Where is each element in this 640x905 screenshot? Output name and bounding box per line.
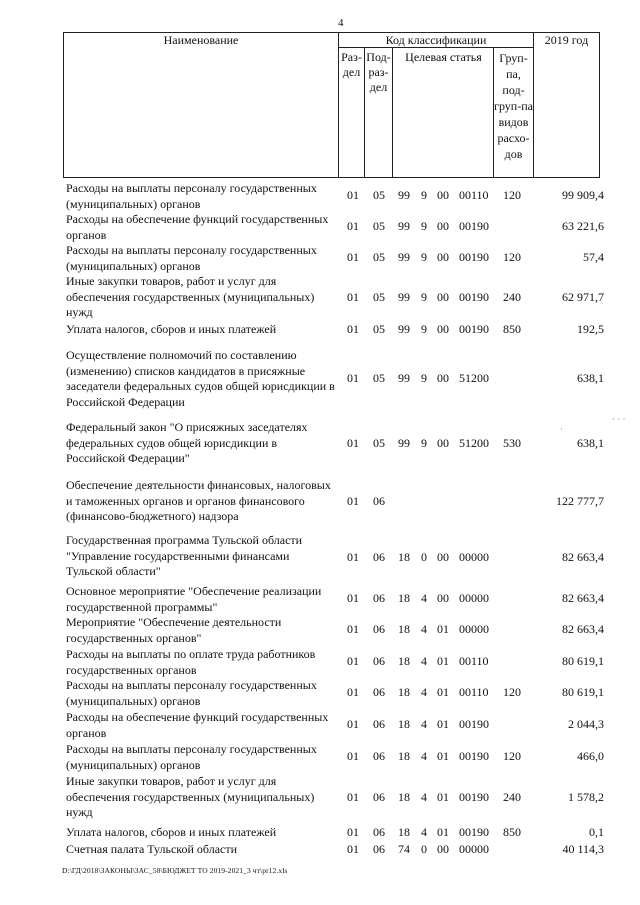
- row-pr: 06: [373, 550, 385, 564]
- row-pr: 06: [373, 825, 385, 839]
- row-c1: 18: [398, 654, 410, 668]
- col-border-podrazdel: [392, 47, 393, 178]
- row-vr: 850: [503, 322, 521, 336]
- row-rz: 01: [347, 188, 359, 202]
- row-rz: 01: [347, 436, 359, 450]
- row-amount: 466,0: [577, 749, 604, 763]
- row-name: Мероприятие "Обеспечение деятельности государственных органов": [66, 615, 282, 645]
- row-c4: 00190: [459, 322, 489, 336]
- row-pr: 06: [373, 749, 385, 763]
- row-vr: 120: [503, 685, 521, 699]
- row-name: Осуществление полномочий по составлению (изменению) списков кандидатов в присяжные заседатели федеральных судов общей юрисдикции в Российской Федерации: [66, 348, 335, 409]
- row-vr: 240: [503, 790, 521, 804]
- row-c2: 9: [421, 371, 427, 385]
- row-name: Уплата налогов, сборов и иных платежей: [66, 322, 277, 336]
- row-amount: 638,1: [577, 371, 604, 385]
- row-c1: 18: [398, 790, 410, 804]
- row-amount: 0,1: [589, 825, 604, 839]
- row-c4: 00190: [459, 825, 489, 839]
- row-name: Федеральный закон "О присяжных заседателях федеральных судов общей юрисдикции в Российской Федерации": [66, 420, 308, 465]
- row-rz: 01: [347, 322, 359, 336]
- row-c1: 18: [398, 591, 410, 605]
- row-name: Уплата налогов, сборов и иных платежей: [66, 825, 277, 839]
- row-c2: 0: [421, 842, 427, 856]
- row-amount: 1 578,2: [568, 790, 604, 804]
- row-name: Обеспечение деятельности финансовых, налоговых и таможенных органов и органов финансового (финансово-бюджетного) надзора: [66, 478, 331, 523]
- row-c2: 9: [421, 436, 427, 450]
- row-name: Расходы на обеспечение функций государственных органов: [66, 710, 329, 740]
- row-c4: 00190: [459, 717, 489, 731]
- col-border-name: [338, 32, 339, 178]
- row-amount: 192,5: [577, 322, 604, 336]
- row-pr: 06: [373, 494, 385, 508]
- row-c1: 99: [398, 322, 410, 336]
- page-number: 4: [338, 17, 344, 29]
- row-name: Государственная программа Тульской области "Управление государственными финансами Тульской области": [66, 533, 303, 578]
- row-c4: 00000: [459, 591, 489, 605]
- col-border-left: [63, 32, 64, 178]
- header-bottom-border: [63, 177, 600, 178]
- row-name: Расходы на выплаты по оплате труда работников государственных органов: [66, 647, 316, 677]
- row-c2: 9: [421, 322, 427, 336]
- row-rz: 01: [347, 717, 359, 731]
- row-amount: 638,1: [577, 436, 604, 450]
- row-rz: 01: [347, 654, 359, 668]
- row-c2: 4: [421, 685, 427, 699]
- row-amount: 82 663,4: [562, 622, 604, 636]
- row-vr: 850: [503, 825, 521, 839]
- row-c1: 99: [398, 219, 410, 233]
- row-amount: 80 619,1: [562, 654, 604, 668]
- row-vr: 530: [503, 436, 521, 450]
- row-c3: 00: [437, 219, 449, 233]
- row-amount: 2 044,3: [568, 717, 604, 731]
- row-c1: 99: [398, 250, 410, 264]
- row-c4: 51200: [459, 436, 489, 450]
- row-c4: 00190: [459, 250, 489, 264]
- row-pr: 06: [373, 842, 385, 856]
- row-c3: 01: [437, 622, 449, 636]
- row-c2: 9: [421, 219, 427, 233]
- row-pr: 06: [373, 654, 385, 668]
- row-c1: 18: [398, 717, 410, 731]
- row-c2: 4: [421, 654, 427, 668]
- row-c3: 00: [437, 371, 449, 385]
- row-amount: 122 777,7: [556, 494, 604, 508]
- row-amount: 63 221,6: [562, 219, 604, 233]
- row-c1: 99: [398, 436, 410, 450]
- row-c4: 00190: [459, 290, 489, 304]
- row-rz: 01: [347, 825, 359, 839]
- row-rz: 01: [347, 591, 359, 605]
- row-c1: 99: [398, 371, 410, 385]
- row-name: Счетная палата Тульской области: [66, 842, 238, 856]
- col-border-razdel: [364, 47, 365, 178]
- row-c2: 9: [421, 188, 427, 202]
- row-c4: 00000: [459, 550, 489, 564]
- row-pr: 05: [373, 250, 385, 264]
- row-c3: 00: [437, 322, 449, 336]
- row-pr: 06: [373, 591, 385, 605]
- row-amount: 82 663,4: [562, 591, 604, 605]
- row-c2: 4: [421, 749, 427, 763]
- row-rz: 01: [347, 842, 359, 856]
- scan-speck: · · ·: [612, 414, 626, 424]
- row-rz: 01: [347, 685, 359, 699]
- row-pr: 06: [373, 622, 385, 636]
- row-c1: 18: [398, 825, 410, 839]
- row-c4: 00110: [459, 188, 489, 202]
- row-pr: 06: [373, 685, 385, 699]
- row-c2: 4: [421, 790, 427, 804]
- header-year: 2019 год: [544, 33, 589, 47]
- header-code: Код классификации: [385, 33, 487, 47]
- header-podrazdel: Под-раз-дел: [366, 50, 391, 94]
- row-rz: 01: [347, 622, 359, 636]
- row-c4: 00190: [459, 790, 489, 804]
- header-target: Целевая статья: [405, 50, 482, 64]
- row-c2: 9: [421, 250, 427, 264]
- row-c4: 00000: [459, 622, 489, 636]
- row-pr: 05: [373, 219, 385, 233]
- header-razdel: Раз-дел: [341, 50, 362, 79]
- row-c3: 01: [437, 717, 449, 731]
- col-border-vid: [533, 32, 534, 178]
- row-pr: 05: [373, 436, 385, 450]
- row-pr: 05: [373, 322, 385, 336]
- row-c3: 01: [437, 685, 449, 699]
- row-amount: 99 909,4: [562, 188, 604, 202]
- row-name: Расходы на выплаты персоналу государственных (муниципальных) органов: [66, 742, 317, 772]
- col-border-right: [599, 32, 600, 178]
- row-pr: 05: [373, 371, 385, 385]
- row-rz: 01: [347, 550, 359, 564]
- row-c3: 00: [437, 550, 449, 564]
- row-name: Основное мероприятие "Обеспечение реализации государственной программы": [66, 584, 322, 614]
- row-amount: 80 619,1: [562, 685, 604, 699]
- row-c4: 00190: [459, 749, 489, 763]
- row-amount: 62 971,7: [562, 290, 604, 304]
- file-path-footer: D:\ГД\2018\ЗАКОНЫ\ЗАС_58\БЮДЖЕТ ТО 2019-2021_3 чт\pr12.xls: [62, 866, 288, 875]
- row-c1: 99: [398, 290, 410, 304]
- row-name: Иные закупки товаров, работ и услуг для обеспечения государственных (муниципальных) нужд: [66, 274, 315, 319]
- row-c3: 00: [437, 591, 449, 605]
- header-name: Наименование: [163, 33, 239, 47]
- row-rz: 01: [347, 749, 359, 763]
- row-c4: 00000: [459, 842, 489, 856]
- row-vr: 120: [503, 749, 521, 763]
- row-c3: 00: [437, 436, 449, 450]
- row-name: Расходы на выплаты персоналу государственных (муниципальных) органов: [66, 181, 317, 211]
- row-c2: 4: [421, 825, 427, 839]
- row-pr: 05: [373, 188, 385, 202]
- row-c3: 00: [437, 188, 449, 202]
- row-c2: 4: [421, 622, 427, 636]
- row-c2: 0: [421, 550, 427, 564]
- row-vr: 120: [503, 188, 521, 202]
- row-c1: 18: [398, 550, 410, 564]
- header-vid: Груп-па, под-груп-па видов расхо-дов: [494, 51, 533, 161]
- row-c2: 4: [421, 591, 427, 605]
- row-amount: 82 663,4: [562, 550, 604, 564]
- row-rz: 01: [347, 290, 359, 304]
- row-rz: 01: [347, 219, 359, 233]
- row-pr: 05: [373, 290, 385, 304]
- row-rz: 01: [347, 250, 359, 264]
- row-c1: 74: [398, 842, 410, 856]
- row-name: Расходы на выплаты персоналу государственных (муниципальных) органов: [66, 243, 317, 273]
- row-name: Расходы на обеспечение функций государственных органов: [66, 212, 329, 242]
- row-rz: 01: [347, 371, 359, 385]
- row-c4: 00110: [459, 685, 489, 699]
- row-amount: 40 114,3: [562, 842, 604, 856]
- row-c3: 00: [437, 290, 449, 304]
- row-vr: 240: [503, 290, 521, 304]
- row-name: Иные закупки товаров, работ и услуг для обеспечения государственных (муниципальных) нужд: [66, 774, 315, 819]
- row-c1: 99: [398, 188, 410, 202]
- row-c2: 9: [421, 290, 427, 304]
- row-c3: 01: [437, 749, 449, 763]
- row-c3: 00: [437, 250, 449, 264]
- row-rz: 01: [347, 494, 359, 508]
- row-pr: 06: [373, 717, 385, 731]
- row-rz: 01: [347, 790, 359, 804]
- row-c3: 01: [437, 790, 449, 804]
- row-c3: 00: [437, 842, 449, 856]
- scan-speck: ·: [560, 424, 563, 434]
- row-c1: 18: [398, 622, 410, 636]
- row-pr: 06: [373, 790, 385, 804]
- row-c4: 00110: [459, 654, 489, 668]
- row-c1: 18: [398, 685, 410, 699]
- row-vr: 120: [503, 250, 521, 264]
- row-c4: 00190: [459, 219, 489, 233]
- row-c1: 18: [398, 749, 410, 763]
- row-amount: 57,4: [583, 250, 604, 264]
- row-c3: 01: [437, 654, 449, 668]
- row-c2: 4: [421, 717, 427, 731]
- row-c4: 51200: [459, 371, 489, 385]
- row-name: Расходы на выплаты персоналу государственных (муниципальных) органов: [66, 678, 317, 708]
- row-c3: 01: [437, 825, 449, 839]
